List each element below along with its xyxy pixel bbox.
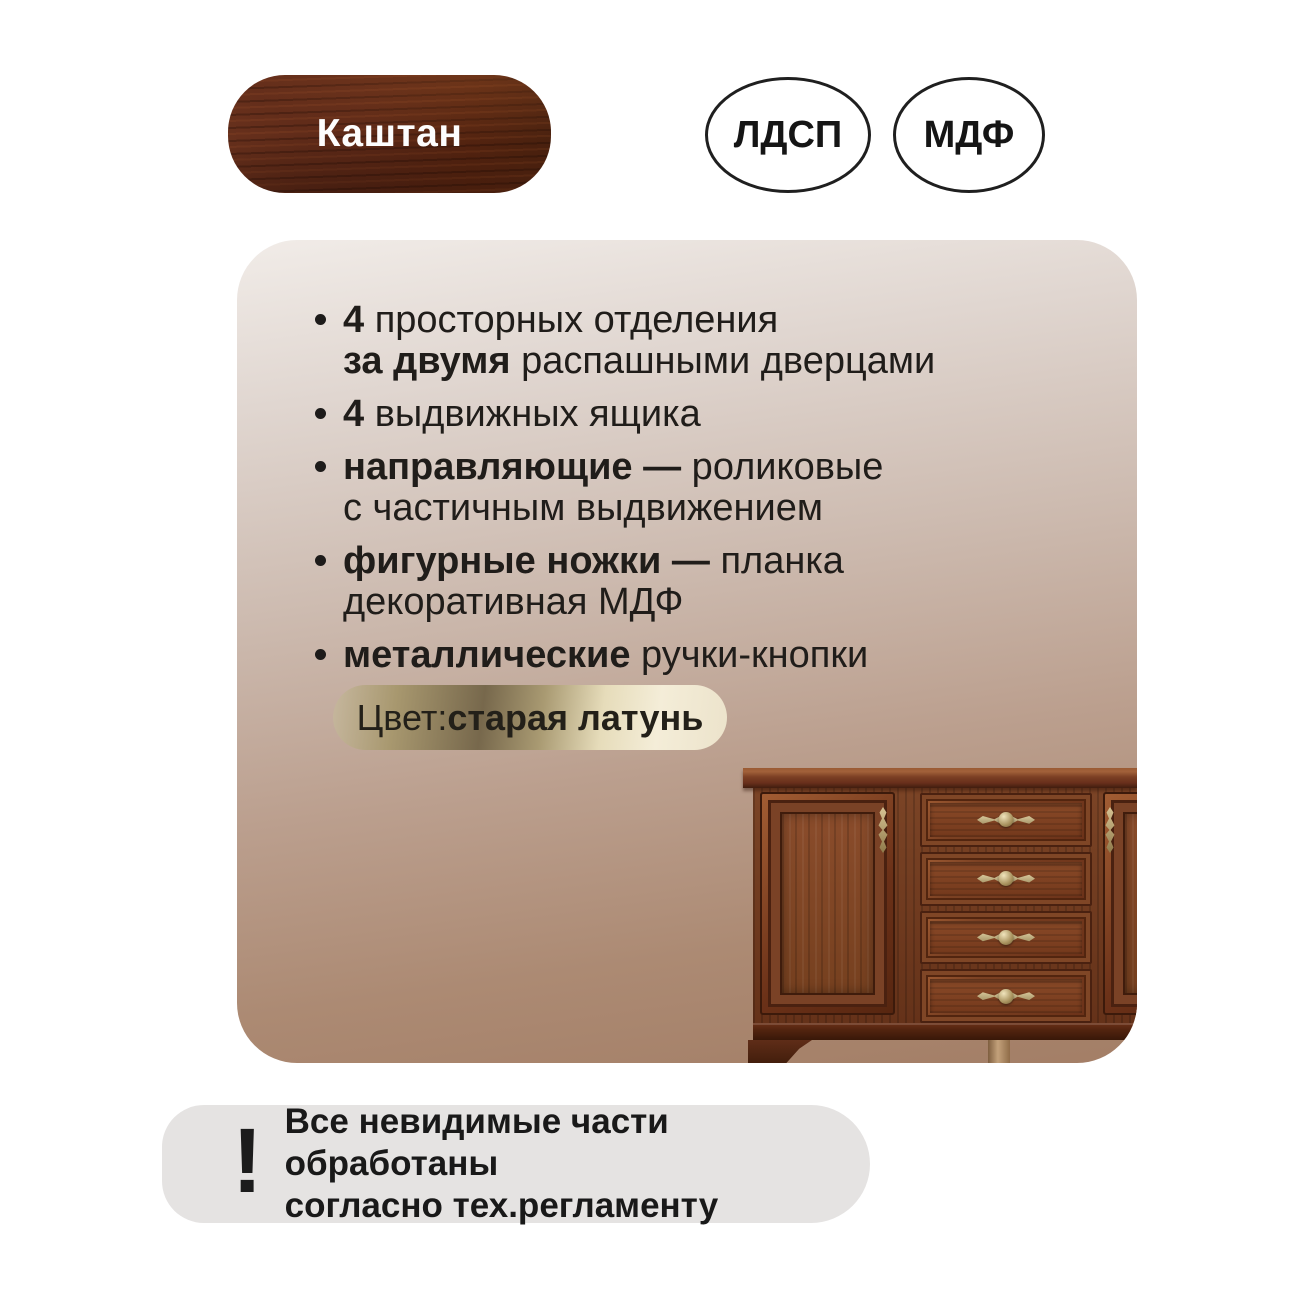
feature-text: просторных отделения [364, 299, 779, 341]
feature-item [315, 541, 1055, 623]
feature-text-bold: фигурные ножки — [343, 540, 710, 582]
note-card [162, 1102, 870, 1225]
drawer-handle-icon [977, 990, 1035, 1003]
feature-text: выдвижных ящика [364, 393, 701, 435]
feature-text-bold: металлические [343, 634, 631, 676]
feature-item [315, 300, 1055, 382]
drawer [920, 793, 1092, 847]
sideboard-left-door [760, 792, 895, 1015]
feature-text-bold: направляющие — [343, 446, 682, 488]
feature-list [315, 300, 1055, 688]
material-badge-label: ЛДСП [733, 113, 843, 156]
drawer [920, 911, 1092, 965]
drawer [920, 852, 1092, 906]
sideboard-top [743, 768, 1137, 788]
feature-text: с частичным выдвижением [343, 487, 824, 529]
feature-text-bold: 4 [343, 299, 365, 341]
feature-text: декоративная МДФ [343, 581, 684, 623]
handle-color-pill [333, 685, 727, 750]
exclamation-icon: ! [232, 1110, 263, 1212]
door-panel [1123, 812, 1137, 995]
material-badge-ldsp [705, 77, 871, 193]
feature-text: планка [709, 540, 844, 582]
drawer-handle-icon [977, 872, 1035, 885]
feature-item [315, 394, 1055, 435]
feature-text: роликовые [681, 446, 884, 488]
feature-text-bold: за двумя [343, 340, 511, 382]
drawer [920, 969, 1092, 1023]
features-card [237, 240, 1137, 1063]
sideboard-drawers [920, 793, 1092, 1023]
handle-color-value: старая латунь [447, 696, 704, 738]
door-panel [780, 812, 875, 995]
drawer-handle-icon [977, 813, 1035, 826]
feature-item [315, 447, 1055, 529]
sideboard-image [743, 768, 1137, 1063]
note-text: Все невидимые части обработаны согласно тех.регламенту [284, 1102, 719, 1225]
feature-text-bold: 4 [343, 393, 365, 435]
feature-item [315, 635, 1055, 676]
drawer-handle-icon [977, 931, 1035, 944]
feature-text: ручки-кнопки [630, 634, 869, 676]
color-sample-badge [228, 75, 551, 193]
sideboard-middle-leg [988, 1040, 1010, 1063]
handle-color-prefix: Цвет: [356, 696, 448, 738]
material-badge-mdf [893, 77, 1045, 193]
material-badge-label: МДФ [923, 113, 1015, 156]
color-sample-label: Каштан [316, 112, 463, 155]
sideboard-left-foot [748, 1040, 812, 1063]
sideboard-base-rail [753, 1023, 1137, 1040]
feature-text: распашными дверцами [510, 340, 936, 382]
